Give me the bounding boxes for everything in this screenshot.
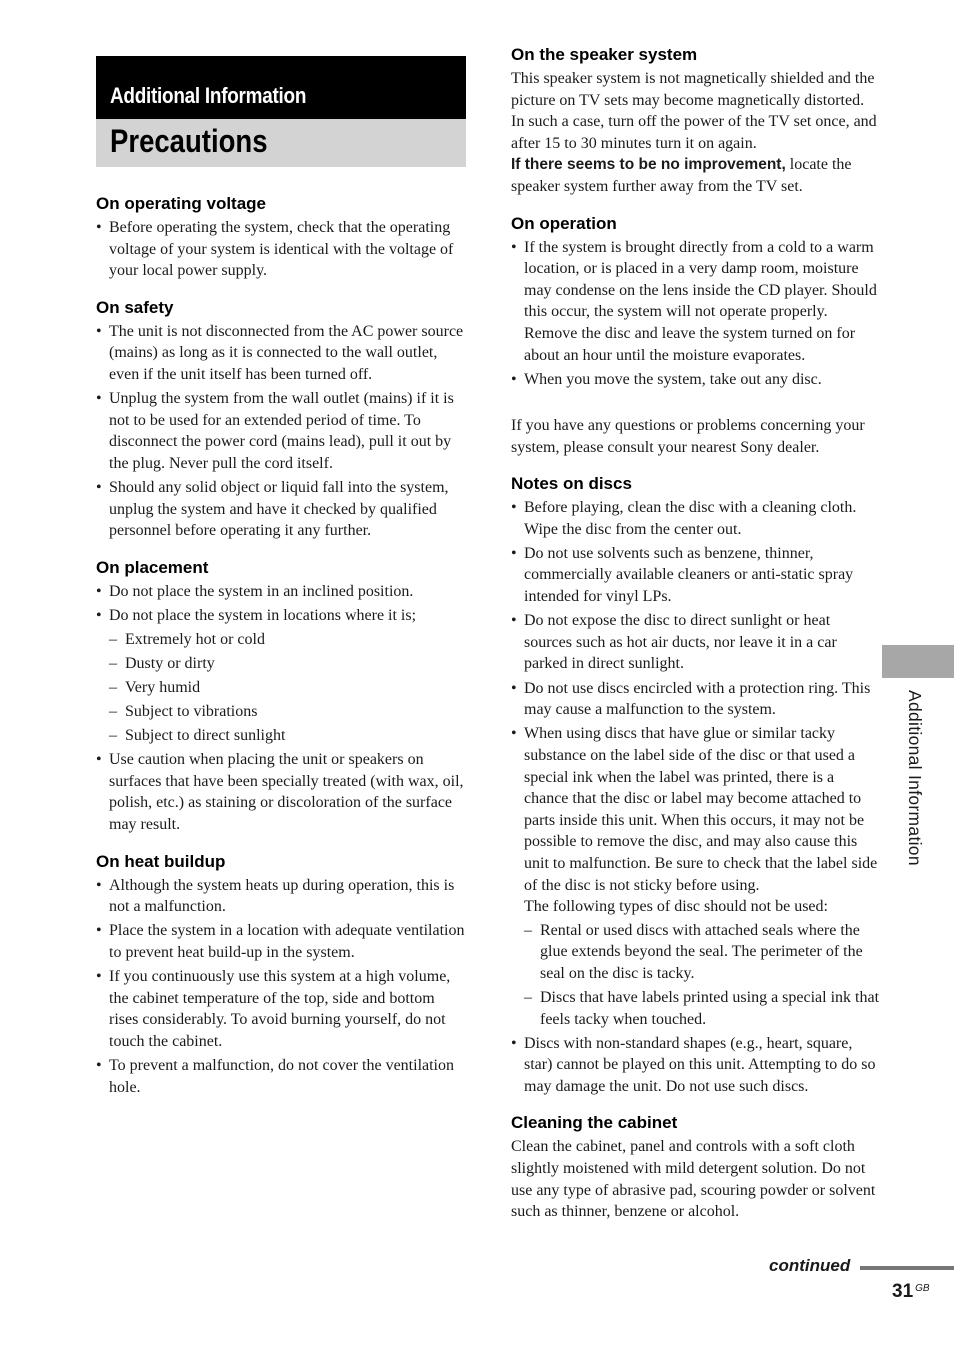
follow-text: The following types of disc should not be used: xyxy=(524,898,828,916)
page-title: Precautions xyxy=(110,123,268,159)
speaker-heading: On the speaker system xyxy=(511,45,698,64)
heat-section xyxy=(96,851,466,1099)
list-item: • Before operating the system, check that the operating voltage of your system is identical with the voltage of your local power supply. xyxy=(96,217,466,282)
list-item: • To prevent a malfunction, do not cover the ventilation hole. xyxy=(96,1055,466,1098)
list-item: • If the system is brought directly from a cold to a warm location, or is placed in a very damp room, moisture may condense on the lens inside the CD player. Should this occur, the system will not operate properly. Remove the disc and leave the system turned on for about an hour until the moisture evaporates. xyxy=(511,237,881,367)
list-item: • Do not place the system in an inclined position. xyxy=(96,581,466,603)
continued-label: continued xyxy=(769,1256,851,1275)
section-title: Additional Information xyxy=(110,83,307,108)
list-item: • Although the system heats up during operation, this is not a malfunction. xyxy=(96,875,466,918)
continued-rule xyxy=(860,1266,954,1270)
sub-list-item: – Subject to direct sunlight xyxy=(96,725,466,747)
operation-heading: On operation xyxy=(511,213,617,233)
discs-section xyxy=(511,473,881,1097)
heat-heading: On heat buildup xyxy=(96,851,226,871)
discs-heading: Notes on discs xyxy=(511,474,632,494)
cleaning-text: Clean the cabinet, panel and controls with a soft cloth slightly moistened with mild detergent solution. Do not use any type of abrasive pad, scouring powder or solvent such as thinner, benzene or alcohol. xyxy=(511,1138,876,1221)
left-column xyxy=(96,56,466,1101)
list-item: • Unplug the system from the wall outlet (mains) if it is not to be used for an extended period of time. To disconnect the power cord (mains lead), pull it out by the plug. Never pull the cord itself. xyxy=(96,388,466,474)
speaker-bold-lead: If there seems to be no improvement, xyxy=(511,156,786,174)
sub-list-item: – Dusty or dirty xyxy=(96,653,466,675)
list-item: • Do not expose the disc to direct sunlight or heat sources such as hot air ducts, nor leave it in a car parked in direct sunlight. xyxy=(511,610,881,675)
list-item: • The unit is not disconnected from the AC power source (mains) as long as it is connected to the wall outlet, even if the unit itself has been turned off. xyxy=(96,321,466,386)
list-item: • If you continuously use this system at a high volume, the cabinet temperature of the top, side and bottom rises considerably. To avoid burning yourself, do not touch the cabinet. xyxy=(96,966,466,1052)
sub-list-item: – Subject to vibrations xyxy=(96,701,466,723)
sub-list-item: – Rental or used discs with attached seals where the glue extends beyond the seal. The perimeter of the seal on the disc is tacky. xyxy=(524,920,881,985)
speaker-section xyxy=(511,44,881,198)
list-item: • Do not place the system in locations where it is; xyxy=(96,605,466,627)
right-column xyxy=(511,44,881,1223)
page-number xyxy=(892,1281,930,1303)
list-item: • When you move the system, take out any disc. xyxy=(511,369,881,391)
list-item-text: When using discs that have glue or similar tacky substance on the label side of the disc or that used a special ink when the label was printed, there is a chance that the disc or label may become attached to parts inside this unit. When this occurs, it may not be possible to remove the disc, and may also cause this unit to malfunction. Be sure to check that the label side of the disc is not sticky before using. xyxy=(524,725,878,894)
section-header xyxy=(96,56,466,119)
placement-section xyxy=(96,557,466,836)
sub-list-item: – Discs that have labels printed using a special ink that feels tacky when touched. xyxy=(524,987,881,1030)
sub-list-item: – Very humid xyxy=(96,677,466,699)
voltage-section xyxy=(96,193,466,282)
voltage-heading: On operating voltage xyxy=(96,194,267,213)
list-item: • Before playing, clean the disc with a cleaning cloth. Wipe the disc from the center out. xyxy=(511,497,881,540)
list-item: • Do not use solvents such as benzene, thinner, commercially available cleaners or anti-static spray intended for vinyl LPs. xyxy=(511,543,881,608)
speaker-text xyxy=(511,68,881,198)
side-tab-label: Additional Information xyxy=(905,690,925,866)
speaker-text-after: locate the speaker system further away from the TV set. xyxy=(511,156,852,195)
cleaning-heading: Cleaning the cabinet xyxy=(511,1113,678,1133)
list-item: • Should any solid object or liquid fall into the system, unplug the system and have it checked by qualified personnel before operating it any further. xyxy=(96,477,466,542)
questions-text: If you have any questions or problems concerning your system, please consult your nearest Sony dealer. xyxy=(511,416,865,456)
list-item xyxy=(511,723,881,1030)
speaker-paragraph: This speaker system is not magnetically shielded and the picture on TV sets may become magnetically distorted. In such a case, turn off the power of the TV set once, and after 15 to 30 minutes turn it on again. xyxy=(511,70,877,152)
page-suffix: GB xyxy=(915,1283,930,1294)
placement-heading: On placement xyxy=(96,557,209,577)
operation-section xyxy=(511,213,881,459)
side-tab-marker xyxy=(882,645,954,678)
page-title-bar xyxy=(96,119,466,167)
safety-heading: On safety xyxy=(96,297,174,317)
list-item: • Use caution when placing the unit or speakers on surfaces that have been specially treated (with wax, oil, polish, etc.) as staining or discoloration of the surface may result. xyxy=(96,749,466,835)
cleaning-section xyxy=(511,1112,881,1222)
list-item: • Do not use discs encircled with a protection ring. This may cause a malfunction to the system. xyxy=(511,678,881,721)
sub-list-item: – Extremely hot or cold xyxy=(96,629,466,651)
list-item: • Discs with non-standard shapes (e.g., heart, square, star) cannot be played on this unit. Attempting to do so may damage the unit. Do not use such discs. xyxy=(511,1033,881,1098)
list-item: • Place the system in a location with adequate ventilation to prevent heat build-up in the system. xyxy=(96,920,466,963)
page-number-value: 31 xyxy=(892,1281,914,1302)
safety-section xyxy=(96,297,466,542)
